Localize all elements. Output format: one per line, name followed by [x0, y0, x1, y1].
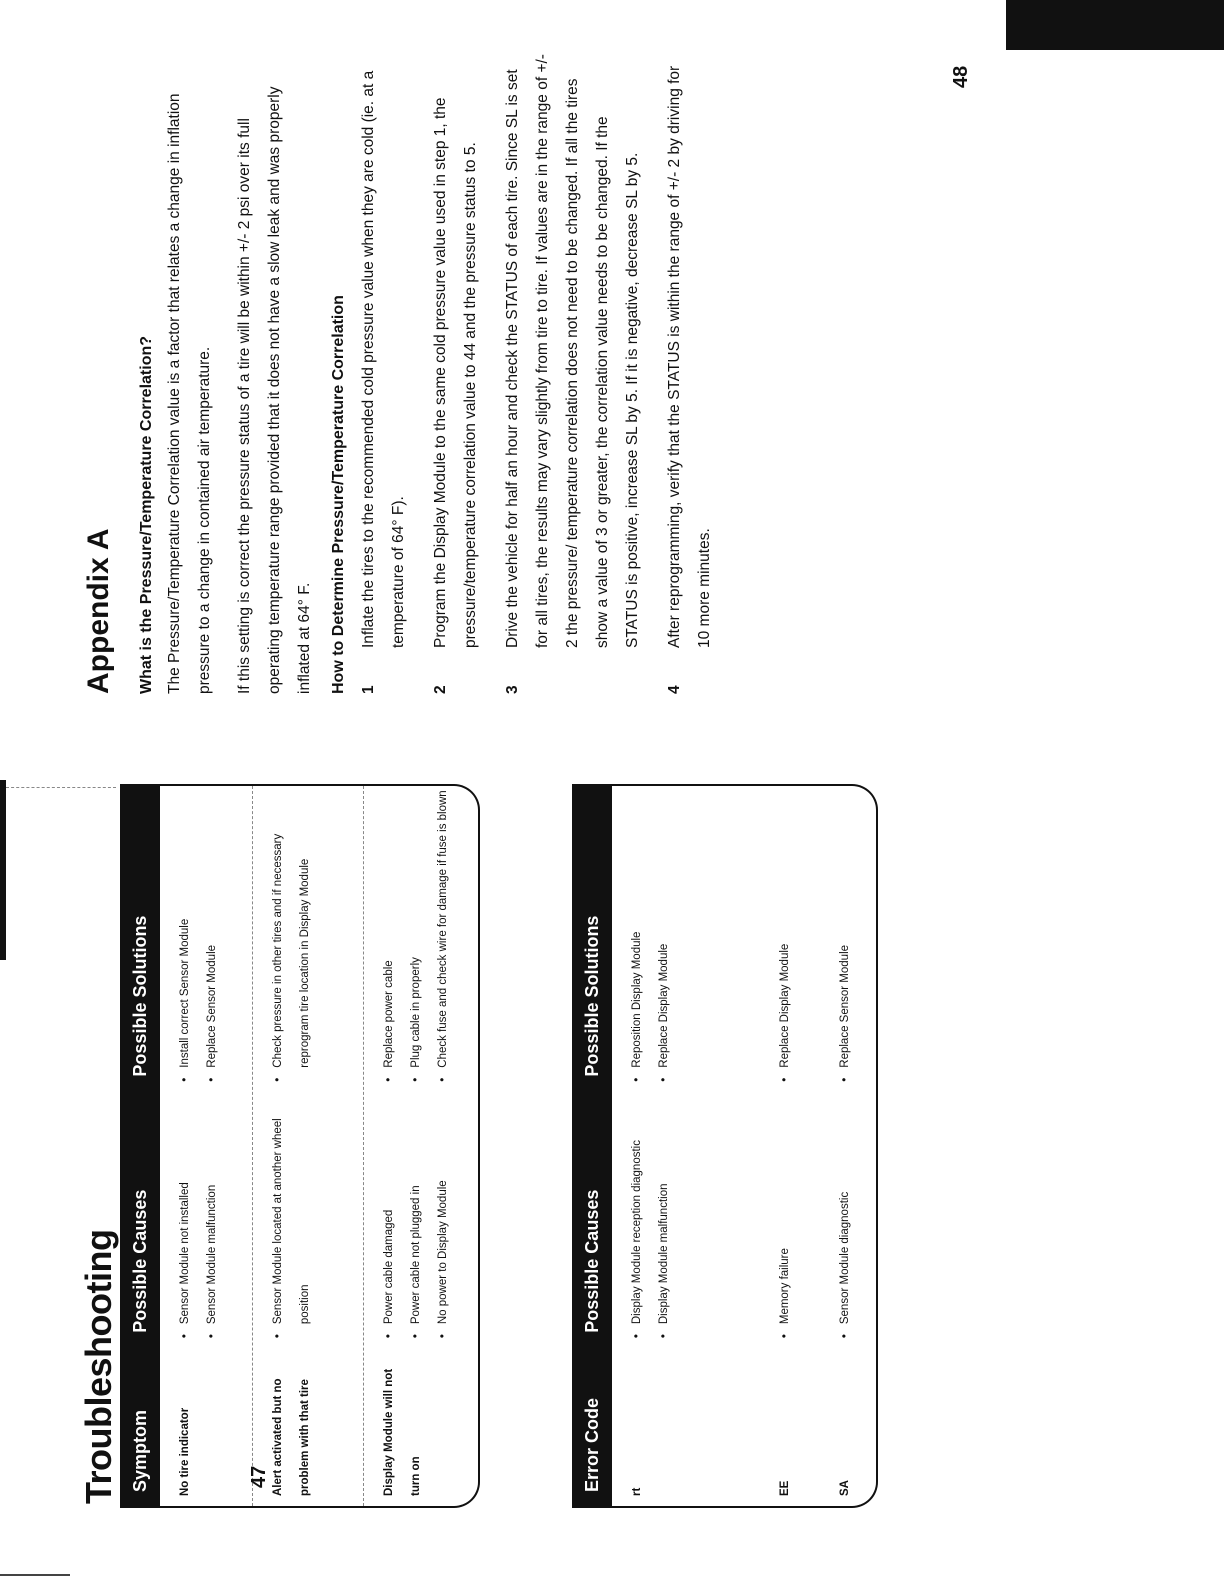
causes-cell [253, 1092, 363, 1348]
header-error-code: Error Code [581, 1397, 602, 1492]
paragraph: The Pressure/Temperature Correlation value is a factor that relates a change in inflation pressure to a change in contained air temperature. [166, 93, 213, 694]
step-number: 3 [504, 685, 521, 694]
solution-item: • Replace Display Module [651, 786, 678, 1082]
solution-item: • Install correct Sensor Module [172, 786, 199, 1082]
table-row [160, 786, 253, 1506]
cause-item: • Power cable damaged [376, 1092, 403, 1338]
header-symptom: Symptom [129, 1409, 150, 1492]
solutions-cell [820, 786, 876, 1092]
solution-item: • Reposition Display Module [624, 786, 651, 1082]
steps-list [354, 54, 720, 694]
cause-item: • Sensor Module not installed [172, 1092, 199, 1338]
cause-item: • Display Module reception diagnostic [624, 1092, 651, 1338]
solutions-cell [612, 786, 760, 1092]
causes-cell [612, 1092, 760, 1348]
error-code-cell: EE [779, 1480, 791, 1496]
cause-item: • Memory failure [772, 1092, 799, 1338]
section-heading: How to Determine Pressure/Temperature Correlation [330, 295, 347, 694]
step-text: After reprogramming, verify that the STATUS is within the range of +/- 2 by driving for 10 more minutes. [666, 65, 713, 648]
cause-item: • No power to Display Module [430, 1092, 457, 1338]
error-code-cell: rt [631, 1487, 643, 1496]
step-item [660, 54, 720, 694]
error-code-cell: SA [839, 1480, 851, 1496]
step-item [498, 54, 648, 694]
page-title-troubleshooting: Troubleshooting [78, 1229, 119, 1504]
table-row [820, 786, 876, 1506]
step-number: 2 [432, 685, 449, 694]
header-solutions: Possible Solutions [129, 915, 150, 1077]
table-header [572, 786, 612, 1506]
step-item [426, 54, 486, 694]
cause-item: • Display Module malfunction [651, 1092, 678, 1338]
solution-item: • Replace Sensor Module [832, 786, 859, 1082]
solution-item: • Replace Sensor Module [199, 786, 226, 1082]
solution-item: • Plug cable in properly [403, 786, 430, 1082]
solutions-cell [160, 786, 252, 1092]
page-number-left: 47 [248, 1465, 270, 1488]
cause-item: • Sensor Module malfunction [199, 1092, 226, 1338]
table-row [253, 786, 364, 1506]
causes-cell [160, 1092, 252, 1348]
page-title-appendix: Appendix A [82, 528, 115, 694]
header-causes: Possible Causes [581, 1189, 602, 1333]
solution-item: • Check pressure in other tires and if necessary reprogram tire location in Display Module [265, 786, 319, 1082]
header-causes: Possible Causes [129, 1189, 150, 1333]
table-header [120, 786, 160, 1506]
step-item [354, 54, 414, 694]
symptom-cell: Alert activated but no problem with that tire [272, 1378, 311, 1496]
step-number: 1 [360, 685, 377, 694]
symptom-cell: Display Module will not turn on [383, 1368, 422, 1496]
step-text: Inflate the tires to the recommended cold pressure value when they are cold (ie. at a temperature of 64° F). [360, 70, 407, 648]
solution-item: • Check fuse and check wire for damage if fuse is blown [430, 786, 457, 1082]
appendix-page [82, 54, 732, 694]
step-text: Program the Display Module to the same cold pressure value used in step 1, the pressure/temperature correlation value to 44 and the pressure status to 5. [432, 97, 479, 648]
step-text: Drive the vehicle for half an hour and check the STATUS of each tire. Since SL is set for all tires, the results may vary slightly from tire to tire. If values are in the range of +/- 2 the pressure/ temperature correlation does not need to be changed. If all the tires show a value of 3 or greater, the correlation value needs to be changed. If the STATUS is positive, increase SL by 5. If it is negative, decrease SL by 5. [504, 54, 641, 648]
error-code-table [572, 784, 878, 1508]
causes-cell [364, 1092, 478, 1348]
paragraph: If this setting is correct the pressure status of a tire will be within +/- 2 psi over its full operating temperature range provided that it does not have a slow leak and was properly inflated at 64° F. [236, 86, 313, 694]
solutions-cell [253, 786, 363, 1092]
header-solutions: Possible Solutions [581, 915, 602, 1077]
symptom-cell: No tire indicator [179, 1407, 191, 1496]
step-number: 4 [666, 685, 683, 694]
cause-item: • Power cable not plugged in [403, 1092, 430, 1338]
solutions-cell [364, 786, 478, 1092]
table-row [760, 786, 820, 1506]
solution-item: • Replace Display Module [772, 786, 799, 1082]
page-number-right: 48 [950, 65, 972, 88]
cause-item: • Sensor Module located at another wheel position [265, 1092, 319, 1338]
symptom-table [120, 784, 480, 1508]
solutions-cell [760, 786, 820, 1092]
table-row [364, 786, 478, 1506]
table-row [612, 786, 760, 1506]
causes-cell [820, 1092, 876, 1348]
cause-item: • Sensor Module diagnostic [832, 1092, 859, 1338]
section-heading: What is the Pressure/Temperature Correlation? [138, 335, 155, 694]
causes-cell [760, 1092, 820, 1348]
solution-item: • Replace power cable [376, 786, 403, 1082]
